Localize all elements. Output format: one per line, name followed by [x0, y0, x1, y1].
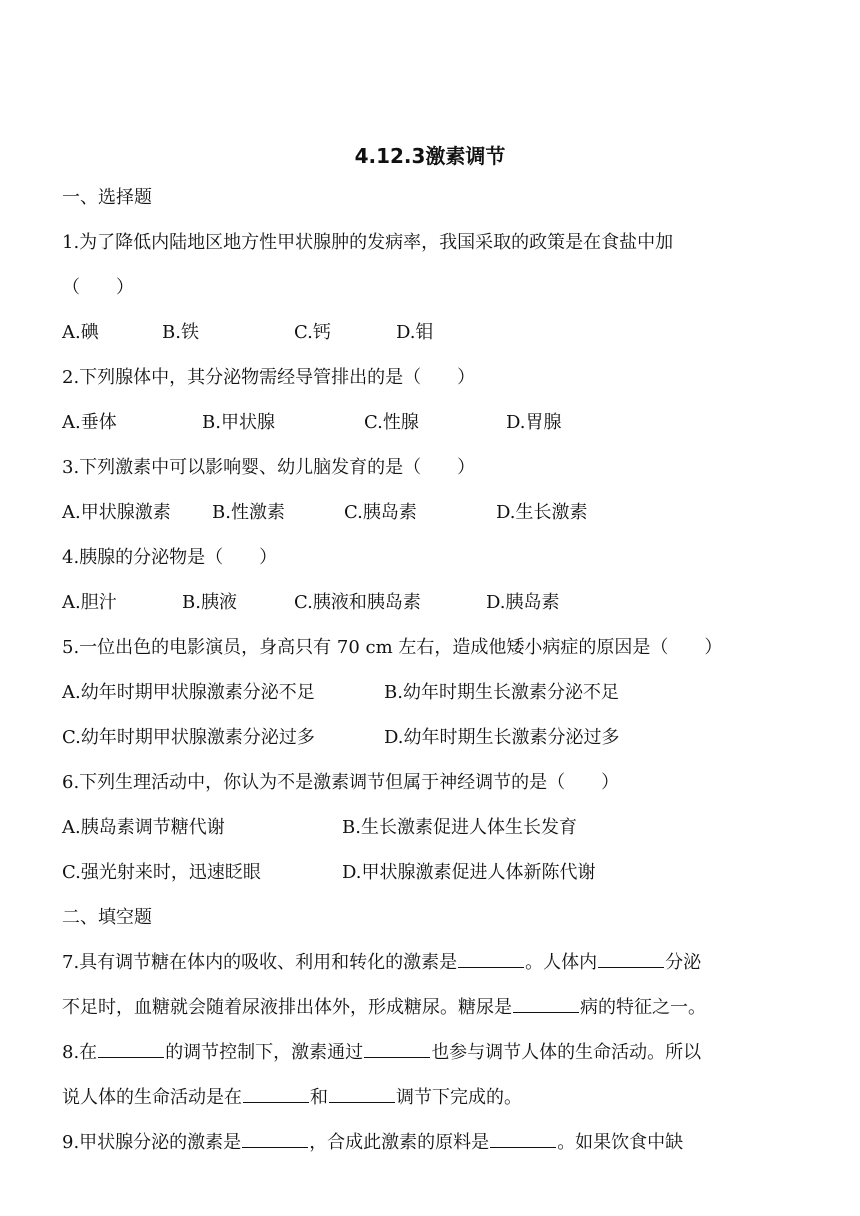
- option-c: C.性腺: [364, 412, 419, 433]
- answer-blank[interactable]: [329, 1086, 395, 1103]
- text-segment: 也参与调节人体的生命活动。所以: [431, 1042, 702, 1063]
- option-a: A.幼年时期甲状腺激素分泌不足: [62, 682, 315, 703]
- question-8-line-1: [62, 1041, 701, 1065]
- text-segment: 。人体内: [525, 952, 598, 973]
- question-6-stem: 6.下列生理活动中，你认为不是激素调节但属于神经调节的是（ ）: [62, 772, 620, 793]
- question-5-stem: 5.一位出色的电影演员，身高只有 70 cm 左右，造成他矮小病症的原因是（ ）: [62, 637, 723, 658]
- option-a: A.甲状腺激素: [62, 502, 171, 523]
- question-1-paren: （ ）: [62, 277, 134, 298]
- question-2-stem: 2.下列腺体中，其分泌物需经导管排出的是（ ）: [62, 367, 476, 388]
- option-b: B.性激素: [212, 502, 285, 523]
- option-c: C.幼年时期甲状腺激素分泌过多: [62, 727, 315, 748]
- question-8-line-2: [62, 1086, 522, 1110]
- question-1-stem: 1.为了降低内陆地区地方性甲状腺肿的发病率，我国采取的政策是在食盐中加: [62, 232, 674, 253]
- answer-blank[interactable]: [364, 1041, 430, 1058]
- text-segment: 。如果饮食中缺: [557, 1132, 684, 1153]
- question-7-line-1: [62, 951, 701, 975]
- option-b: B.生长激素促进人体生长发育: [342, 817, 577, 838]
- option-d: D.生长激素: [496, 502, 588, 523]
- option-a: A.垂体: [62, 412, 117, 433]
- text-segment: 不足时，血糖就会随着尿液排出体外，形成糖尿。糖尿是: [62, 997, 512, 1018]
- answer-blank[interactable]: [490, 1131, 556, 1148]
- section-heading-fill: 二、填空题: [62, 907, 152, 928]
- text-segment: 8.在: [62, 1042, 98, 1063]
- answer-blank[interactable]: [98, 1041, 164, 1058]
- answer-blank[interactable]: [513, 996, 579, 1013]
- option-d: D.胰岛素: [486, 592, 560, 613]
- option-c: C.钙: [294, 322, 331, 343]
- answer-blank[interactable]: [598, 951, 664, 968]
- option-c: C.胰液和胰岛素: [294, 592, 421, 613]
- option-a: A.胰岛素调节糖代谢: [62, 817, 225, 838]
- option-d: D.胃腺: [506, 412, 562, 433]
- option-c: C.强光射来时，迅速眨眼: [62, 862, 261, 883]
- option-d: D.幼年时期生长激素分泌过多: [384, 727, 620, 748]
- text-segment: 9.甲状腺分泌的激素是: [62, 1132, 242, 1153]
- option-c: C.胰岛素: [344, 502, 417, 523]
- option-d: D.钼: [396, 322, 434, 343]
- option-b: B.胰液: [182, 592, 237, 613]
- text-segment: ，合成此激素的原料是: [309, 1132, 490, 1153]
- section-heading-choice: 一、选择题: [62, 187, 152, 208]
- option-a: A.胆汁: [62, 592, 117, 613]
- text-segment: 说人体的生命活动是在: [62, 1087, 242, 1108]
- text-segment: 7.具有调节糖在体内的吸收、利用和转化的激素是: [62, 952, 458, 973]
- question-9-line-1: [62, 1131, 683, 1155]
- answer-blank[interactable]: [243, 1086, 309, 1103]
- option-b: B.甲状腺: [202, 412, 275, 433]
- text-segment: 的调节控制下，激素通过: [165, 1042, 364, 1063]
- option-d: D.甲状腺激素促进人体新陈代谢: [342, 862, 596, 883]
- text-segment: 分泌: [665, 952, 702, 973]
- answer-blank[interactable]: [242, 1131, 308, 1148]
- option-b: B.幼年时期生长激素分泌不足: [384, 682, 619, 703]
- page-title: 4.12.3激素调节: [354, 144, 506, 168]
- text-segment: 调节下完成的。: [396, 1087, 522, 1108]
- text-segment: 病的特征之一。: [580, 997, 706, 1018]
- question-7-line-2: [62, 996, 706, 1020]
- question-4-stem: 4.胰腺的分泌物是（ ）: [62, 547, 278, 568]
- text-segment: 和: [310, 1087, 328, 1108]
- option-a: A.碘: [62, 322, 99, 343]
- option-b: B.铁: [162, 322, 199, 343]
- question-3-stem: 3.下列激素中可以影响婴、幼儿脑发育的是（ ）: [62, 457, 476, 478]
- answer-blank[interactable]: [458, 951, 524, 968]
